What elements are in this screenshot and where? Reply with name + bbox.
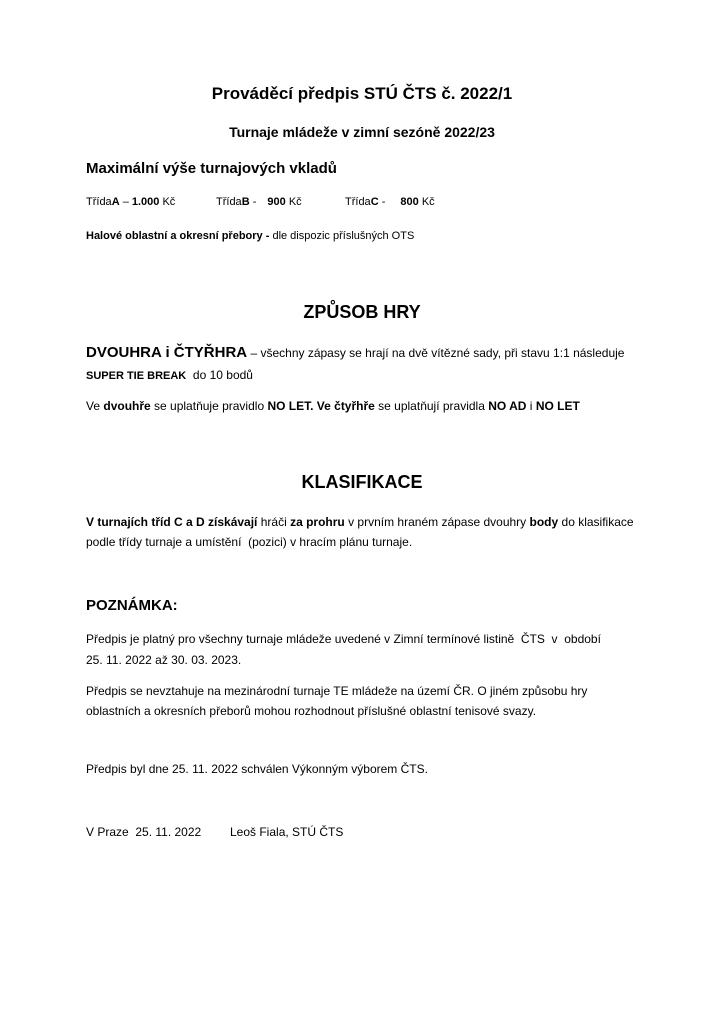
game-format-text-2: do 10 bodů <box>186 368 253 382</box>
note-heading: POZNÁMKA: <box>86 597 178 614</box>
game-format-line-1 <box>86 344 624 361</box>
rule-text-1: Ve <box>86 399 104 413</box>
note-paragraph-2-line-2: oblastních a okresních přeborů mohou rozhodnout příslušné oblastní tenisové svazy. <box>86 704 537 718</box>
classification-bold-2: za prohru <box>290 515 345 529</box>
regional-text: dle dispozic příslušných OTS <box>269 230 415 242</box>
game-format-line-2 <box>86 368 253 382</box>
deposits-heading: Maximální výše turnajových vkladů <box>86 160 337 177</box>
note-paragraph-2-line-1: Předpis se nevztahuje na mezinárodní turnaje TE mládeže na území ČR. O jiném způsobu hry <box>86 684 588 698</box>
rule-text-2: se uplatňuje pravidlo <box>150 399 268 413</box>
rule-bold-1: dvouhře <box>103 399 151 413</box>
let-rule-line <box>86 399 580 413</box>
class-a-letter: A <box>111 196 120 208</box>
class-c-sep: - <box>378 196 389 208</box>
class-b-amount: 900 <box>267 196 286 208</box>
approval-statement: Předpis byl dne 25. 11. 2022 schválen Výkonným výborem ČTS. <box>86 762 428 776</box>
rule-bold-2: NO LET. Ve čtyřhře <box>267 399 375 413</box>
classification-text-3: do klasifikace <box>558 515 634 529</box>
note-paragraph-1-line-2: 25. 11. 2022 až 30. 03. 2023. <box>86 653 242 667</box>
classification-line-2: podle třídy turnaje a umístění (pozici) v hracím plánu turnaje. <box>86 535 413 549</box>
page-subtitle: Turnaje mládeže v zimní sezóně 2022/23 <box>229 124 495 140</box>
class-a-unit: Kč <box>159 196 176 208</box>
regional-label: Halové oblastní a okresní přebory - <box>86 230 270 242</box>
rule-text-3: se uplatňují pravidla <box>374 399 489 413</box>
class-b-unit: Kč <box>285 196 302 208</box>
class-a-prefix: Třída <box>86 196 112 208</box>
class-b-letter: B <box>241 196 250 208</box>
rule-bold-4: NO LET <box>535 399 580 413</box>
game-format-heading: ZPŮSOB HRY <box>303 302 421 322</box>
rule-bold-3: NO AD <box>488 399 527 413</box>
class-a-fee <box>86 196 175 208</box>
class-c-fee <box>345 196 435 208</box>
class-b-fee <box>216 196 302 208</box>
classification-heading: KLASIFIKACE <box>301 472 423 492</box>
place-and-date: V Praze 25. 11. 2022 <box>86 825 202 839</box>
classification-bold-3: body <box>529 515 559 529</box>
class-c-letter: C <box>370 196 379 208</box>
class-a-amount: 1.000 <box>131 196 160 208</box>
super-tie-break-label: SUPER TIE BREAK <box>86 370 187 382</box>
class-b-prefix: Třída <box>216 196 242 208</box>
rule-text-4: i <box>526 399 536 413</box>
page-title: Prováděcí předpis STÚ ČTS č. 2022/1 <box>211 84 513 103</box>
classification-text-1: hráči <box>257 515 291 529</box>
regional-championships-line <box>86 230 414 242</box>
classification-text-2: v prvním hraném zápase dvouhry <box>344 515 530 529</box>
class-c-unit: Kč <box>418 196 435 208</box>
game-format-text-1: – všechny zápasy se hrají na dvě vítězné sady, při stavu 1:1 následuje <box>247 346 625 360</box>
classification-bold-1: V turnajích tříd C a D získávají <box>86 515 258 529</box>
class-a-sep: – <box>119 196 132 208</box>
class-b-sep: - <box>249 196 260 208</box>
class-c-amount: 800 <box>400 196 419 208</box>
note-paragraph-1-line-1: Předpis je platný pro všechny turnaje mládeže uvedené v Zimní termínové listině ČTS v období <box>86 632 601 646</box>
doubles-singles-label: DVOUHRA i ČTYŘHRA <box>86 344 248 361</box>
signer-name: Leoš Fiala, STÚ ČTS <box>230 825 344 839</box>
classification-line-1 <box>86 515 634 529</box>
class-c-prefix: Třída <box>345 196 371 208</box>
